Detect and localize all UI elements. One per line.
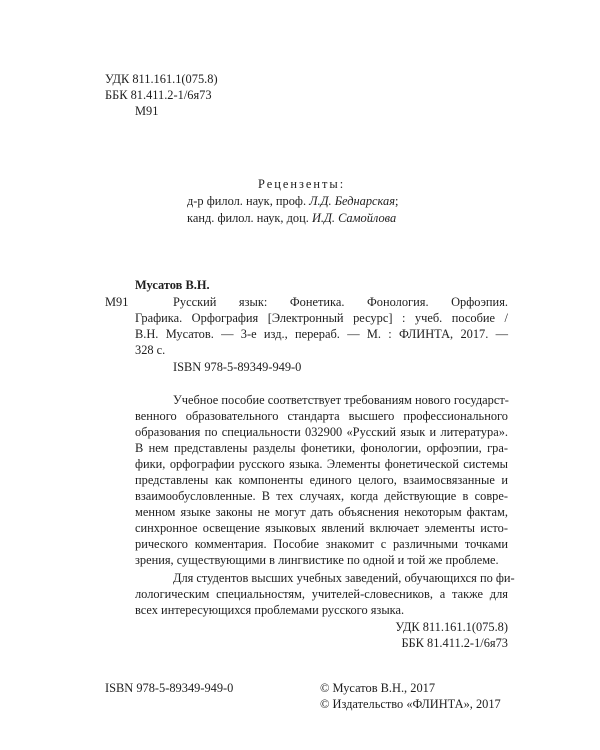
reviewer-2-name: И.Д. Самойлова [311,211,397,225]
reviewer-1-prefix: д-р филол. наук, проф. [187,194,310,208]
annotation-p1-line-9: синхронное освещение языковых явлений включает элементы исто- [135,521,508,535]
author-mark: М91 [135,104,159,118]
annotation-p1-line-11: зрения, существующими в лингвистике по одной и той же проблеме. [135,553,499,567]
annotation-p1-line-1: Учебное пособие соответствует требованиям нового государст- [173,393,509,407]
bbk-code: ББК 81.411.2-1/6я73 [105,88,212,102]
reviewer-1-suffix: ; [394,194,399,208]
annotation-p1-line-5: фики, орфографии русского языка. Элементы фонетической системы [135,457,508,471]
catalog-desc-line-1: Русский язык: Фонетика. Фонология. Орфоэпия. [173,295,508,309]
udk-code-right: УДК 811.161.1(075.8) [395,620,508,634]
catalog-mark: М91 [105,295,129,309]
reviewer-1 [187,194,398,209]
reviewers-title: Рецензенты: [258,177,346,191]
reviewer-2-prefix: канд. филол. наук, доц. [187,211,312,225]
copyright-author: © Мусатов В.Н., 2017 [320,681,436,695]
annotation-p1-line-6: представлены как компоненты единого целого, взаимосвязанные и [135,473,508,487]
annotation-p2-line-1: Для студентов высших учебных заведений, обучающихся по фи- [173,571,515,585]
catalog-desc-line-3: В.Н. Мусатов. — 3-е изд., перераб. — М. : ФЛИНТА, 2017. — [135,327,508,341]
reviewer-2 [187,211,396,226]
annotation-p1-line-7: взаимообусловленные. В тех случаях, когда действующие в совре- [135,489,508,503]
annotation-p1-line-4: В нем представлены разделы фонетики, фонологии, орфоэпии, гра- [135,441,508,455]
footer-isbn: ISBN 978-5-89349-949-0 [105,681,234,695]
annotation-p1-line-10: рического комментария. Пособие знакомит с различными точками [135,537,508,551]
udk-code: УДК 811.161.1(075.8) [105,72,218,86]
catalog-desc-line-2: Графика. Орфография [Электронный ресурс] : учеб. пособие / [135,311,508,325]
catalog-isbn: ISBN 978-5-89349-949-0 [173,360,302,374]
catalog-author: Мусатов В.Н. [135,278,210,292]
catalog-desc-line-4: 328 с. [135,343,166,357]
bbk-code-right: ББК 81.411.2-1/6я73 [401,636,508,650]
annotation-p1-line-3: образования по специальности 032900 «Русский язык и литература». [135,425,508,439]
annotation-p1-line-8: менном языке законы не могут дать объяснения некоторым фактам, [135,505,508,519]
annotation-p2-line-2: лологическим специальностям, учителей-словесников, а также для [135,587,508,601]
annotation-p2-line-3: всех интересующихся проблемами русского языка. [135,603,405,617]
copyright-publisher: © Издательство «ФЛИНТА», 2017 [320,697,501,711]
annotation-p1-line-2: венного образовательного стандарта высшего профессионального [135,409,508,423]
reviewer-1-name: Л.Д. Беднарская [309,194,395,208]
